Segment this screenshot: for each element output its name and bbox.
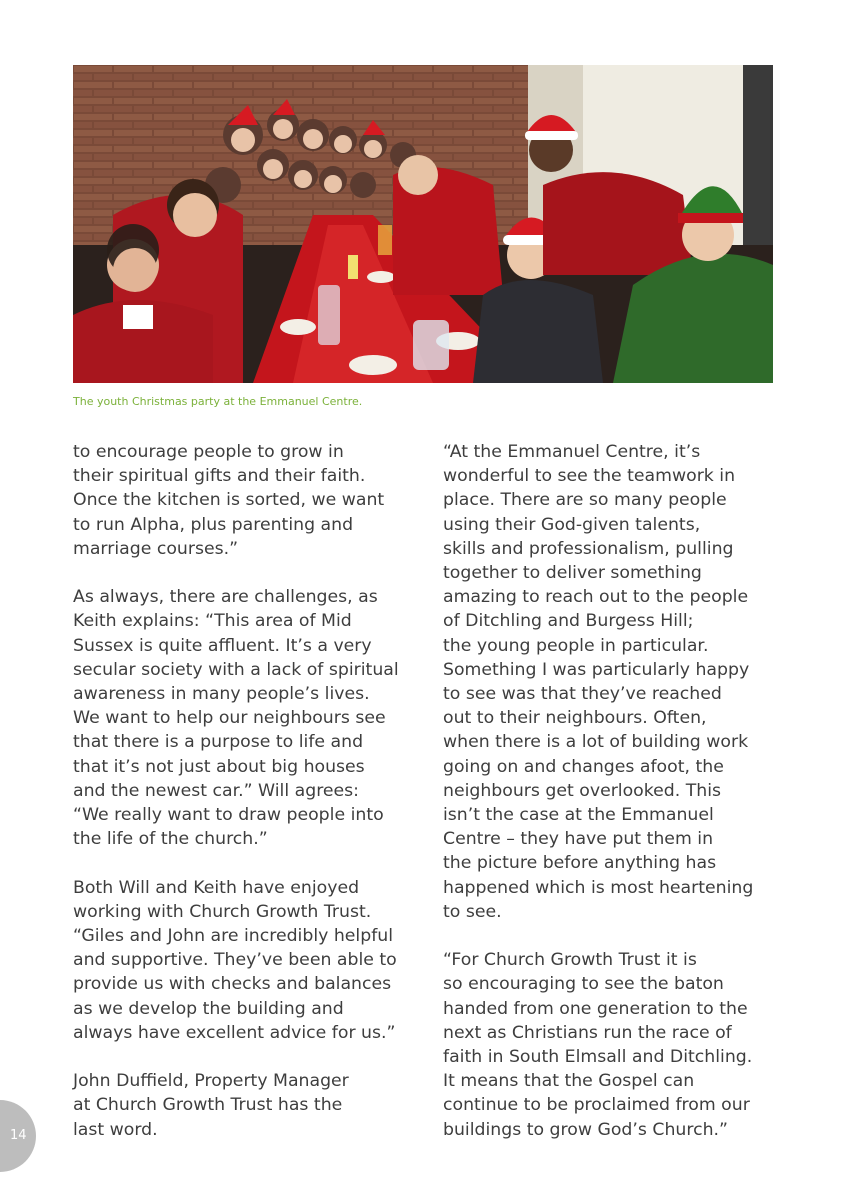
party-photo-illustration <box>73 65 773 383</box>
right-text-column <box>443 440 788 1166</box>
paragraph: to encourage people to grow in their spiritual gifts and their faith. Once the kitchen is sorted, we want to run Alpha, plus parenting and marriage courses.” <box>73 442 385 559</box>
paragraph: Both Will and Keith have enjoyed working with Church Growth Trust. “Giles and John are incredibly helpful and supportive. They’ve been able to provide us with checks and balances as we develop the building and always have excellent advice for us.” <box>73 877 397 1043</box>
paragraph: John Duffield, Property Manager at Church Growth Trust has the last word. <box>73 1071 349 1140</box>
left-text-column <box>73 440 413 1166</box>
photo-caption: The youth Christmas party at the Emmanuel Centre. <box>73 395 363 408</box>
paragraph: “For Church Growth Trust it is so encouraging to see the baton handed from one generation to the next as Christians run the race of faith in South Elmsall and Ditchling. It means that the Gospel can continue to be proclaimed from our buildings to grow God’s Church.” <box>443 950 753 1140</box>
paragraph: “At the Emmanuel Centre, it’s wonderful to see the teamwork in place. There are so many people using their God-given talents, skills and professionalism, pulling together to deliver something amazing to reach out to the people of Ditchling and Burgess Hill; the young people in particular. Something I was particularly happy to see was that they’ve reached out to their neighbours. Often, when there is a lot of building work going on and changes afoot, the neighbours get overlooked. This isn’t the case at the Emmanuel Centre – they have put them in the picture before anything has happened which is most heartening to see. <box>443 442 754 922</box>
paragraph: As always, there are challenges, as Keith explains: “This area of Mid Sussex is quite affluent. It’s a very secular society with a lack of spiritual awareness in many people’s lives. We want to help our neighbours see that there is a purpose to life and that it’s not just about big houses and the newest car.” Will agrees: “We really want to draw people into the life of the church.” <box>73 587 399 850</box>
page-number: 14 <box>10 1128 27 1143</box>
party-photo <box>73 65 773 383</box>
